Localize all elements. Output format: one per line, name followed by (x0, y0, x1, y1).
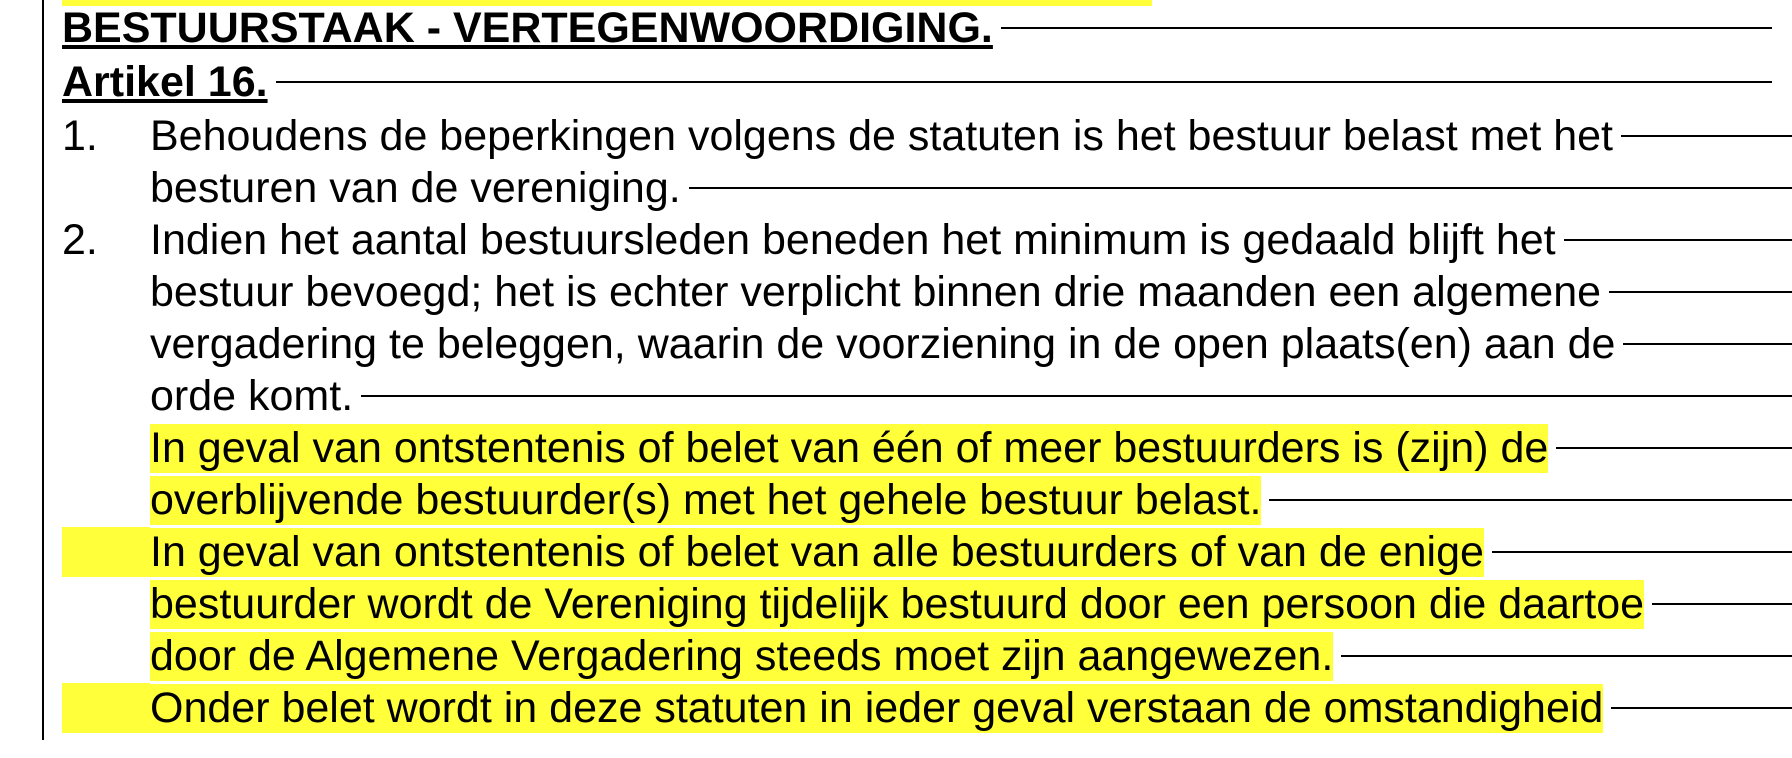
section-heading-line (62, 2, 1772, 54)
highlighted-line (62, 682, 1792, 734)
highlighted-line (62, 422, 1792, 474)
paragraph-text: Indien het aantal bestuursleden beneden het minimum is gedaald blijft het (150, 215, 1556, 264)
paragraph-text: besturen van de vereniging. (150, 163, 681, 212)
item-number: 2. (62, 215, 98, 264)
highlighted-text: Onder belet wordt in deze statuten in ieder geval verstaan de omstandigheid (150, 683, 1604, 732)
highlighted-text: In geval van ontstentenis of belet van alle bestuurders of van de enige (150, 527, 1484, 576)
page-margin-rule (42, 0, 44, 740)
fill-rule (1492, 551, 1792, 553)
paragraph-line (62, 318, 1792, 370)
article-heading: Artikel 16. (62, 57, 268, 106)
fill-rule (1652, 603, 1792, 605)
article-heading-line (62, 56, 1772, 108)
highlighted-line (62, 474, 1792, 526)
fill-rule (1001, 27, 1772, 29)
fill-rule (1609, 291, 1792, 293)
highlighted-line (62, 630, 1792, 682)
fill-rule (1611, 707, 1792, 709)
fill-rule (1564, 239, 1792, 241)
fill-rule (1623, 343, 1792, 345)
paragraph-text: bestuur bevoegd; het is echter verplicht binnen drie maanden een algemene (150, 267, 1602, 316)
highlighted-text: bestuurder wordt de Vereniging tijdelijk bestuurd door een persoon die daartoe (150, 579, 1645, 628)
fill-rule (689, 187, 1792, 189)
paragraph-text: Behoudens de beperkingen volgens de statuten is het bestuur belast met het (150, 111, 1614, 160)
paragraph-line (62, 214, 1792, 266)
paragraph-text: vergadering te beleggen, waarin de voorziening in de open plaats(en) aan de (150, 319, 1616, 368)
item-number: 1. (62, 111, 98, 160)
highlighted-line (62, 578, 1792, 630)
highlighted-text: overblijvende bestuurder(s) met het gehele bestuur belast. (150, 475, 1262, 524)
paragraph-text: orde komt. (150, 371, 354, 420)
paragraph-line (62, 370, 1792, 422)
fill-rule (1341, 655, 1792, 657)
paragraph-line (62, 110, 1792, 162)
fill-rule (361, 395, 1792, 397)
fill-rule (1269, 499, 1792, 501)
highlighted-text: In geval van ontstentenis of belet van één of meer bestuurders is (zijn) de (150, 423, 1549, 472)
section-heading: BESTUURSTAAK - VERTEGENWOORDIGING. (62, 3, 993, 52)
paragraph-line (62, 162, 1792, 214)
fill-rule (1621, 135, 1792, 137)
fill-rule (276, 81, 1772, 83)
highlighted-text: door de Algemene Vergadering steeds moet zijn aangewezen. (150, 631, 1334, 680)
paragraph-line (62, 266, 1792, 318)
highlighted-line (62, 526, 1792, 578)
fill-rule (1556, 447, 1792, 449)
